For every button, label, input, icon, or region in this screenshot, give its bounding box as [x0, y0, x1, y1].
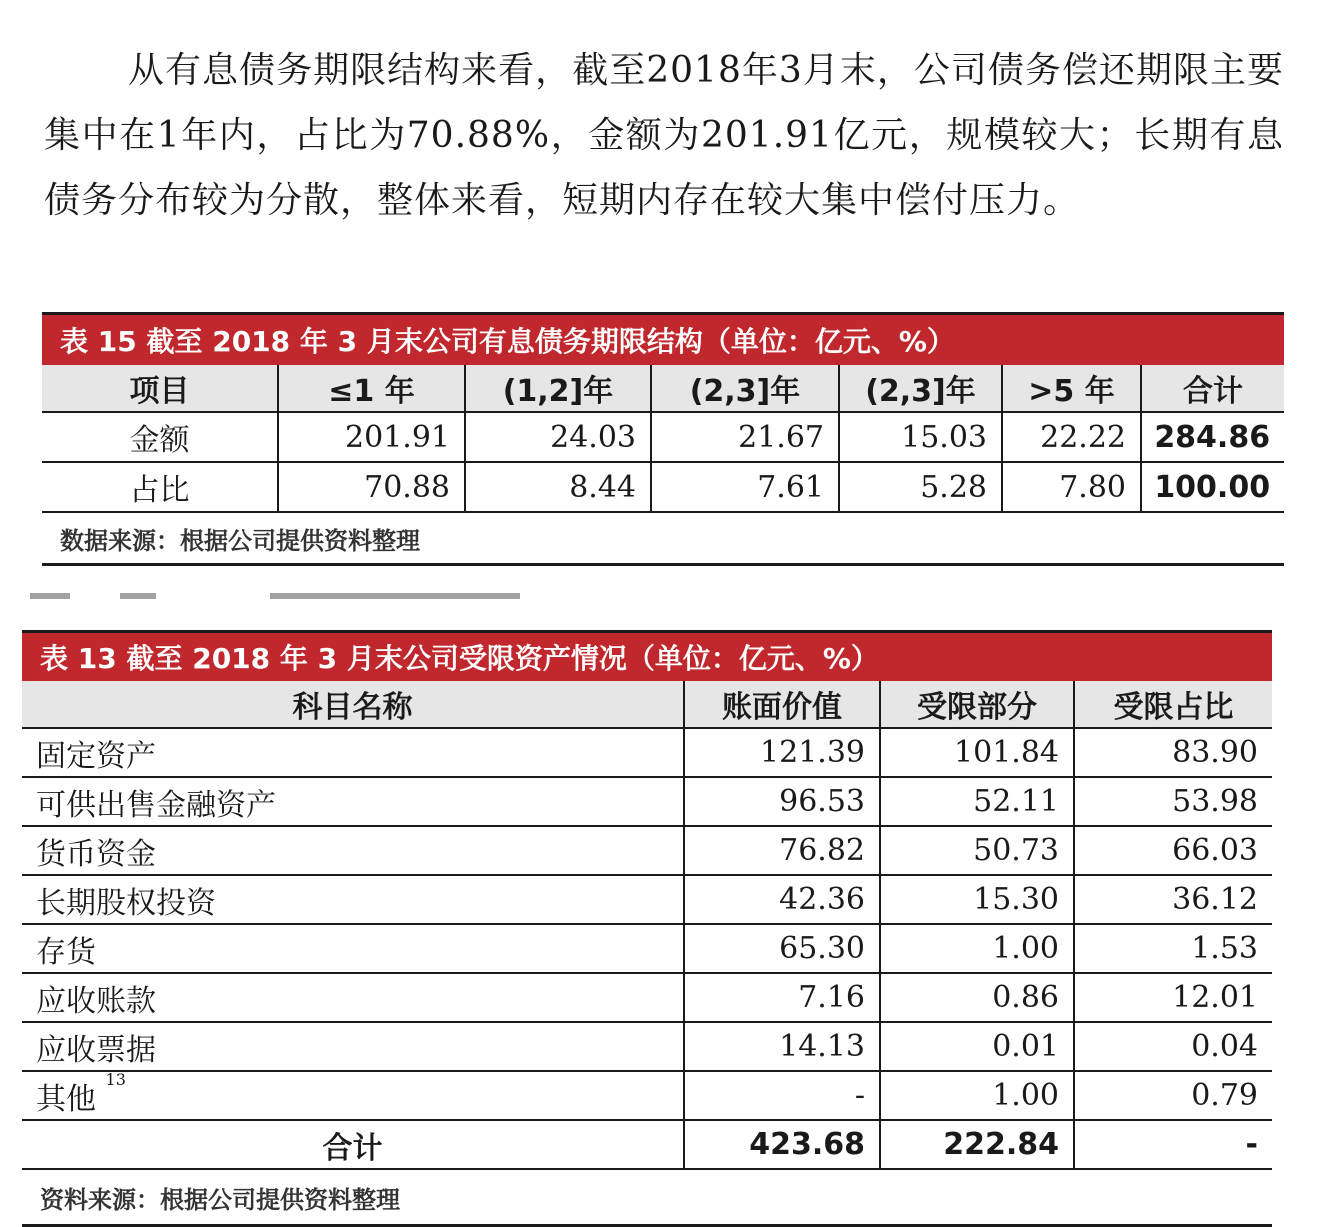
total-row: [22, 1120, 1272, 1169]
table-cell: 50.73: [880, 826, 1074, 875]
row-label-text: 其他: [36, 1081, 96, 1117]
column-header: (2,3]年: [839, 365, 1002, 412]
table-cell: 96.53: [684, 777, 880, 826]
table-row: [22, 1022, 1272, 1071]
table-cell: 42.36: [684, 875, 880, 924]
table-cell: 8.44: [465, 462, 651, 512]
total-cell: 284.86: [1141, 412, 1284, 462]
table-cell: 121.39: [684, 728, 880, 777]
column-header: 账面价值: [684, 681, 880, 728]
table-row: [22, 973, 1272, 1022]
table-cell: 7.80: [1002, 462, 1141, 512]
table-row: [42, 462, 1284, 512]
table-cell: 76.82: [684, 826, 880, 875]
column-header: ≤1 年: [278, 365, 465, 412]
table-cell: 65.30: [684, 924, 880, 973]
row-label: 可供出售金融资产: [22, 777, 684, 826]
cropped-text-fragment: [270, 593, 520, 599]
row-label: 应收票据: [22, 1022, 684, 1071]
column-header: (1,2]年: [465, 365, 651, 412]
table-cell: -: [684, 1071, 880, 1120]
table-title: 表 13 截至 2018 年 3 月末公司受限资产情况（单位：亿元、%）: [22, 632, 1272, 682]
table-cell: 36.12: [1074, 875, 1272, 924]
total-cell: 100.00: [1141, 462, 1284, 512]
table-title: 表 15 截至 2018 年 3 月末公司有息债务期限结构（单位：亿元、%）: [42, 314, 1284, 366]
table-cell: 22.22: [1002, 412, 1141, 462]
row-label: 金额: [42, 412, 278, 462]
table-cell: 0.01: [880, 1022, 1074, 1071]
row-label: 固定资产: [22, 728, 684, 777]
table-cell: 66.03: [1074, 826, 1272, 875]
total-cell: -: [1074, 1120, 1272, 1169]
row-label: 货币资金: [22, 826, 684, 875]
row-label: 应收账款: [22, 973, 684, 1022]
row-label: 存货: [22, 924, 684, 973]
table-cell: 101.84: [880, 728, 1074, 777]
table-cell: 201.91: [278, 412, 465, 462]
debt-maturity-table: [42, 312, 1284, 566]
table-cell: 7.16: [684, 973, 880, 1022]
table-cell: 12.01: [1074, 973, 1272, 1022]
column-header: 项目: [42, 365, 278, 412]
restricted-assets-table: [22, 630, 1272, 1227]
table-cell: 52.11: [880, 777, 1074, 826]
total-label: 合计: [22, 1120, 684, 1169]
table-cell: 1.00: [880, 924, 1074, 973]
table-row: [22, 826, 1272, 875]
row-label: 占比: [42, 462, 278, 512]
total-cell: 423.68: [684, 1120, 880, 1169]
table-cell: 15.30: [880, 875, 1074, 924]
table-source-note: 数据来源：根据公司提供资料整理: [42, 512, 1284, 565]
column-header: (2,3]年: [651, 365, 839, 412]
table-cell: 15.03: [839, 412, 1002, 462]
table-cell: 24.03: [465, 412, 651, 462]
column-header: 合计: [1141, 365, 1284, 412]
body-paragraph: 从有息债务期限结构来看，截至2018年3月末，公司债务偿还期限主要集中在1年内，占比为70.88%，金额为201.91亿元，规模较大；长期有息债务分布较为分散，整体来看，短期内存在较大集中偿付压力。: [44, 50, 1284, 221]
table-cell: 1.00: [880, 1071, 1074, 1120]
row-label: [22, 1071, 684, 1120]
table-cell: 0.86: [880, 973, 1074, 1022]
table-cell: 0.79: [1074, 1071, 1272, 1120]
table-cell: 7.61: [651, 462, 839, 512]
table-cell: 53.98: [1074, 777, 1272, 826]
table-cell: 83.90: [1074, 728, 1272, 777]
table-row: [42, 412, 1284, 462]
table-cell: 0.04: [1074, 1022, 1272, 1071]
cropped-text-fragment: [30, 593, 70, 599]
column-header: 受限部分: [880, 681, 1074, 728]
table-row: [22, 875, 1272, 924]
column-header: 科目名称: [22, 681, 684, 728]
column-header: >5 年: [1002, 365, 1141, 412]
row-label: 长期股权投资: [22, 875, 684, 924]
table-row: [22, 924, 1272, 973]
table-row: [22, 728, 1272, 777]
table-source-note: 资料来源：根据公司提供资料整理: [22, 1169, 1272, 1226]
table-cell: 5.28: [839, 462, 1002, 512]
table-row: [22, 777, 1272, 826]
table-cell: 70.88: [278, 462, 465, 512]
table-cell: 1.53: [1074, 924, 1272, 973]
table-cell: 14.13: [684, 1022, 880, 1071]
cropped-text-fragment: [120, 593, 156, 599]
footnote-marker: 13: [105, 1069, 126, 1089]
table-row: [22, 1071, 1272, 1120]
total-cell: 222.84: [880, 1120, 1074, 1169]
table-cell: 21.67: [651, 412, 839, 462]
column-header: 受限占比: [1074, 681, 1272, 728]
